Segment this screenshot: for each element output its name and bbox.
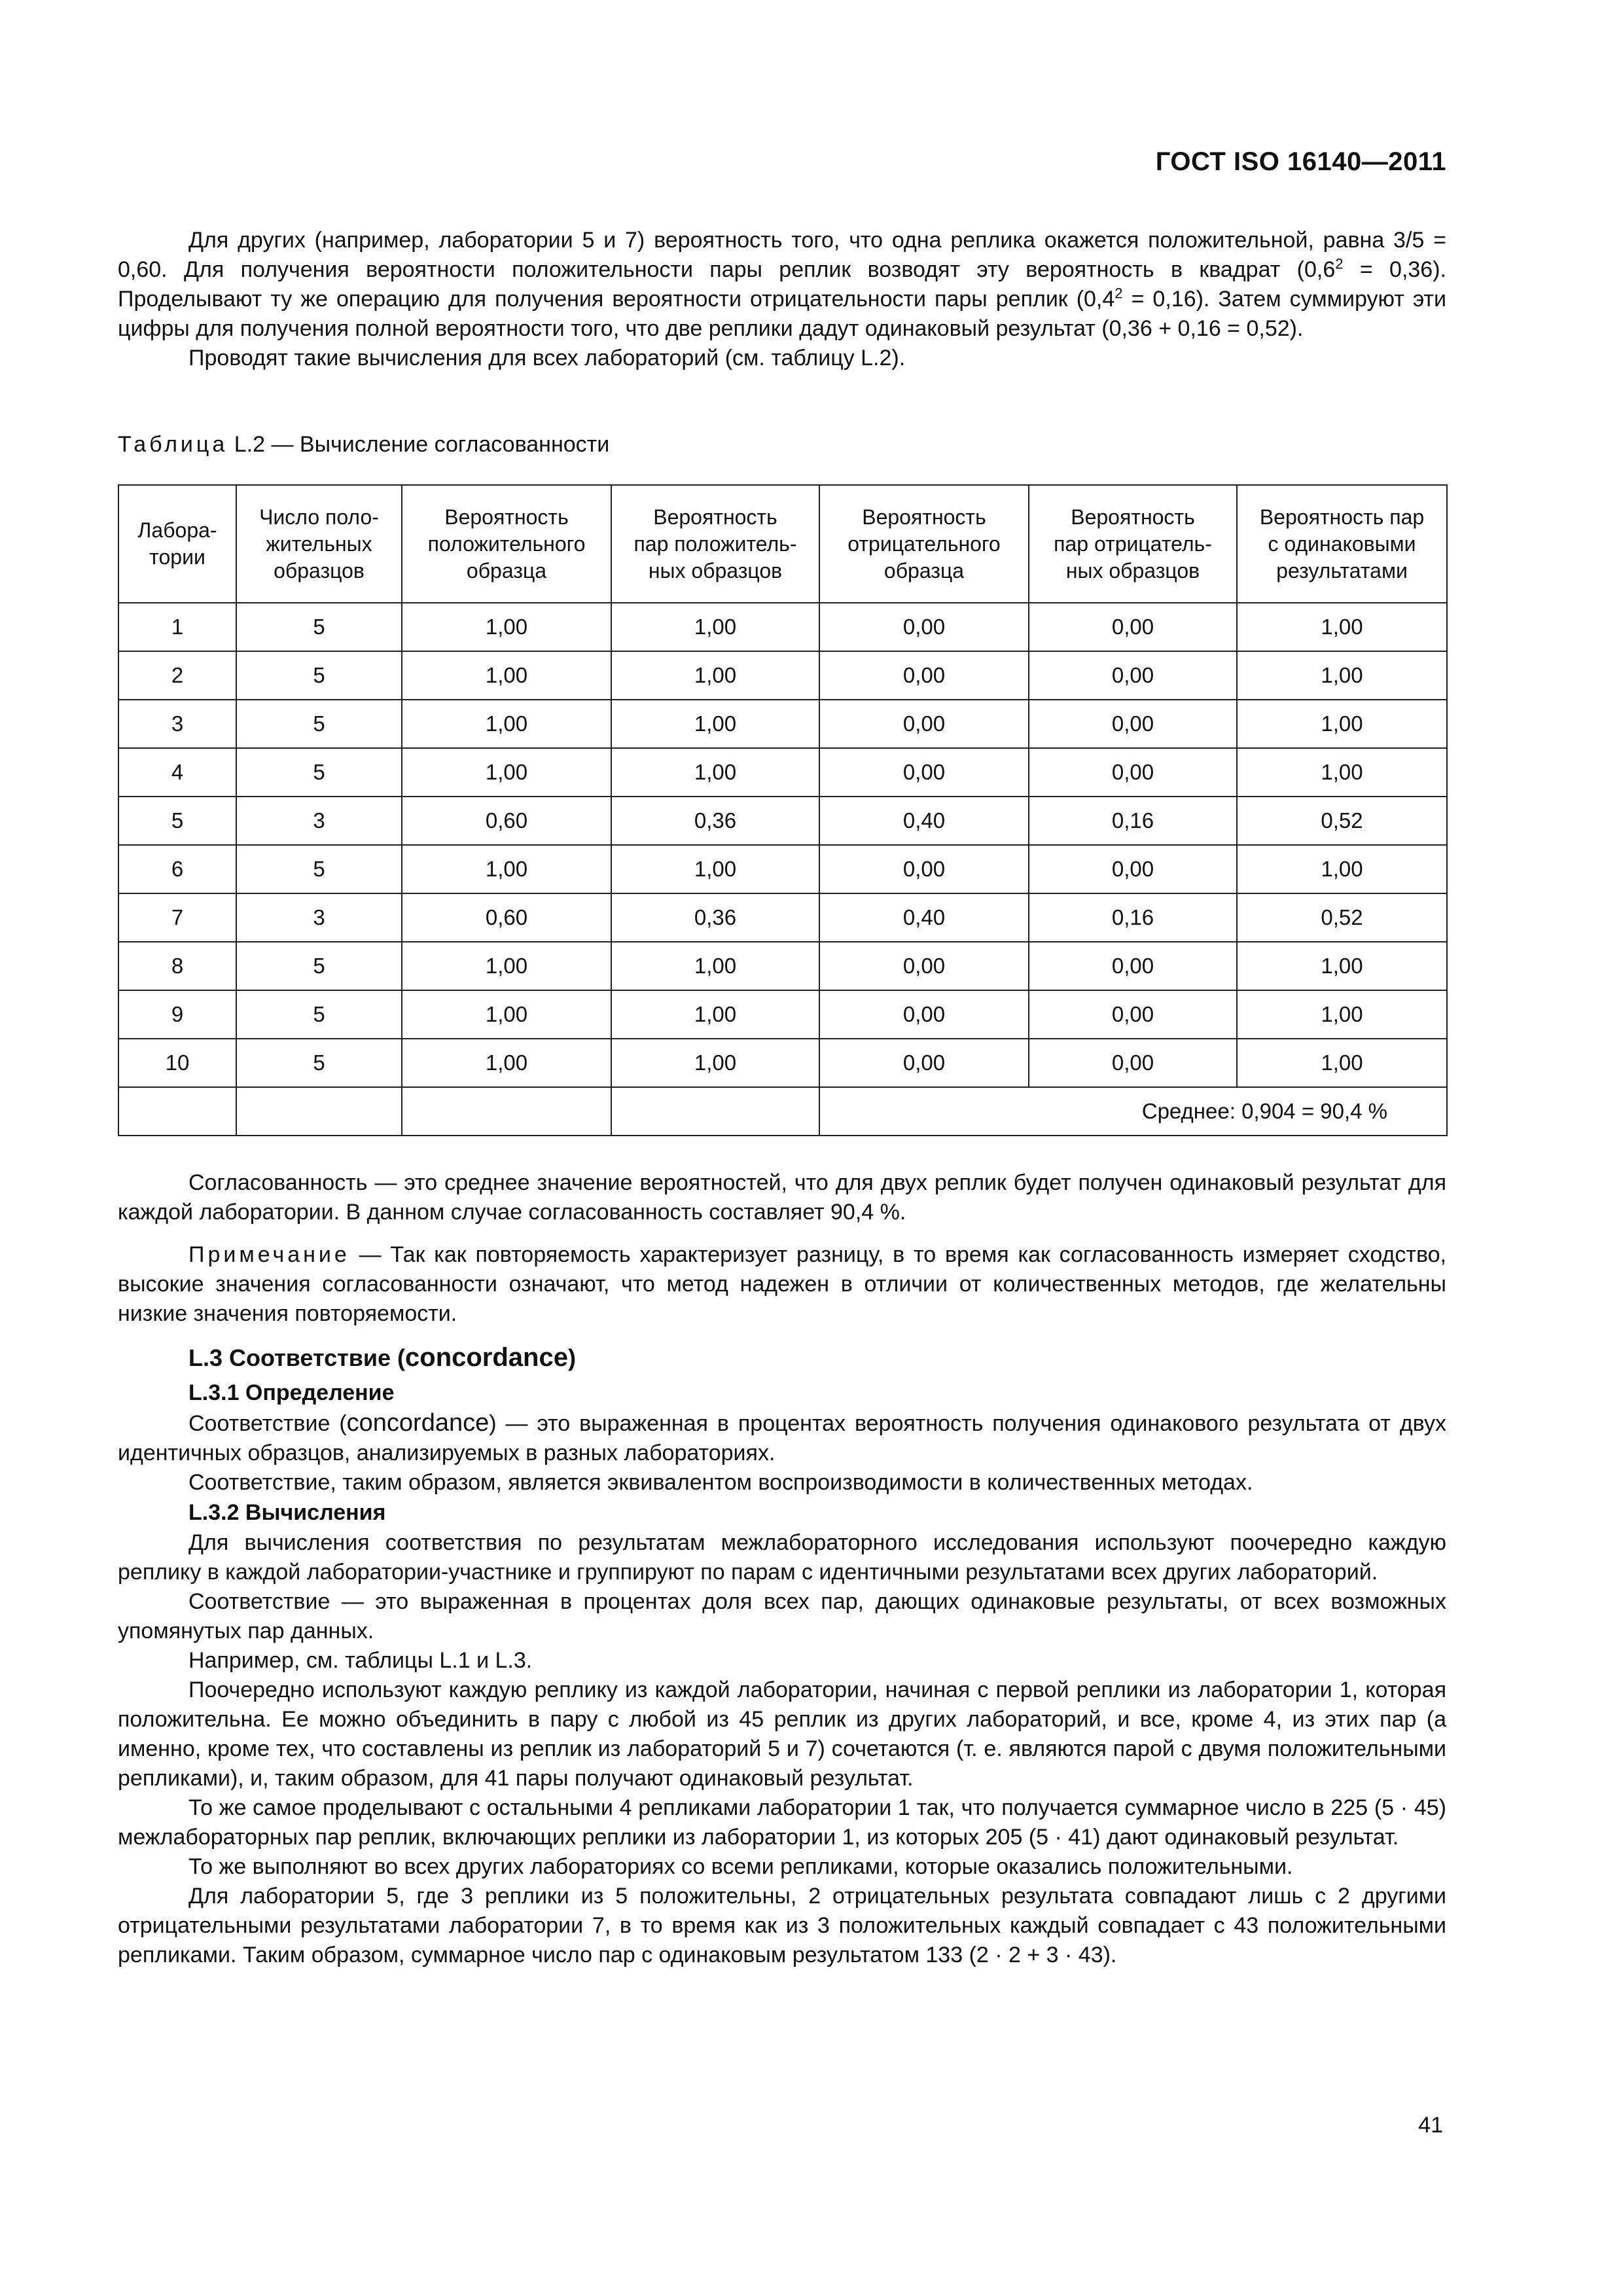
table-cell: 0,00 bbox=[1029, 990, 1237, 1039]
table-header-cell bbox=[236, 485, 402, 603]
table-cell: 3 bbox=[236, 797, 402, 845]
definition-paragraph bbox=[118, 1408, 1446, 1468]
header-line: ных образцов bbox=[648, 558, 783, 583]
paragraph: Например, см. таблицы L.1 и L.3. bbox=[188, 1648, 533, 1673]
table-cell: 0,00 bbox=[1029, 942, 1237, 990]
table-cell: 8 bbox=[118, 942, 236, 990]
table-cell: 1,00 bbox=[402, 700, 611, 748]
intro-paragraph bbox=[118, 226, 1446, 344]
table-cell: 0,00 bbox=[819, 700, 1029, 748]
table-cell: 0,00 bbox=[1029, 651, 1237, 700]
intro-text-part: = 0,36). Проделывают ту же операцию для получения вероятности отрицательности пары реплик (0,4 bbox=[118, 257, 1446, 312]
table-cell: 0,52 bbox=[1237, 797, 1447, 845]
table-cell: 0,00 bbox=[819, 603, 1029, 651]
table-cell: 1,00 bbox=[402, 942, 611, 990]
table-cell-empty bbox=[236, 1087, 402, 1136]
table-header-cell bbox=[118, 485, 236, 603]
table-cell: 5 bbox=[236, 651, 402, 700]
header-line: образца bbox=[466, 558, 547, 583]
text-part: ) — это выраженная в процентах вероятность получения одинакового результата от двух идентичных образцов, анализируемых в разных лабораториях. bbox=[118, 1411, 1446, 1465]
superscript: 2 bbox=[1335, 255, 1344, 272]
table-cell: 4 bbox=[118, 748, 236, 797]
table-cell: 1,00 bbox=[1237, 990, 1447, 1039]
intro-text-part: Для других (например, лаборатории 5 и 7) вероятность того, что одна реплика окажется положительной, равна 3/5 = 0,60. Для получения вероятности положительности пары реплик возводят эту вероятность в квадрат (0,6 bbox=[118, 228, 1446, 282]
header-line: образцов bbox=[274, 558, 365, 583]
paragraph: Для лаборатории 5, где 3 реплики из 5 положительны, 2 отрицательных результата совпадают лишь с 2 другими отрицательными результатами лаборатории 7, в то время как из 3 положительных каждый совпадает с 43 положительными репликами. Таким образом, суммарное число пар с одинаковым результатом 133 (2 · 2 + 3 · 43). bbox=[118, 1884, 1446, 1967]
header-line: результатами bbox=[1276, 558, 1408, 583]
table-cell: 0,36 bbox=[611, 893, 819, 942]
table-header-cell bbox=[402, 485, 611, 603]
table-cell: 0,00 bbox=[819, 1039, 1029, 1087]
header-line: жительных bbox=[266, 531, 372, 556]
paragraph: То же выполняют во всех других лабораториях со всеми репликами, которые оказались положительными. bbox=[188, 1854, 1293, 1879]
heading-part: ) bbox=[567, 1344, 576, 1371]
table-cell: 0,16 bbox=[1029, 893, 1237, 942]
table-header-cell bbox=[611, 485, 819, 603]
table-cell: 0,00 bbox=[1029, 700, 1237, 748]
table-cell: 1,00 bbox=[611, 603, 819, 651]
table-row bbox=[118, 1039, 1447, 1087]
table-cell: 0,52 bbox=[1237, 893, 1447, 942]
table-average-cell: Среднее: 0,904 = 90,4 % bbox=[819, 1087, 1447, 1136]
paragraph: То же самое проделывают с остальными 4 репликами лаборатории 1 так, что получается суммарное число в 225 (5 · 45) межлабораторных пар реплик, включающих реплики из лаборатории 1, из которых 205 (5 · 41) дают одинаковый результат. bbox=[118, 1795, 1446, 1850]
table-cell: 9 bbox=[118, 990, 236, 1039]
table-row bbox=[118, 942, 1447, 990]
intro-paragraph: Проводят такие вычисления для всех лабораторий (см. таблицу L.2). bbox=[188, 346, 906, 370]
table-row bbox=[118, 893, 1447, 942]
paragraph: Соответствие — это выраженная в процентах доля всех пар, дающих одинаковые результаты, от всех возможных упомянутых пар данных. bbox=[118, 1589, 1446, 1643]
table-cell: 1,00 bbox=[611, 700, 819, 748]
section-heading-l3 bbox=[118, 1343, 1446, 1372]
table-cell-empty bbox=[118, 1087, 236, 1136]
table-average-row bbox=[118, 1087, 1447, 1136]
section-heading-l31: L.3.1 Определение bbox=[188, 1380, 395, 1405]
header-line: Вероятность bbox=[444, 505, 569, 529]
heading-part: L.3 Соответствие ( bbox=[188, 1344, 406, 1371]
table-cell: 1,00 bbox=[402, 651, 611, 700]
paragraph: Для вычисления соответствия по результатам межлабораторного исследования используют поочередно каждую реплику в каждой лаборатории-участнике и группируют по парам с идентичными результатами всех других лабораторий. bbox=[118, 1530, 1446, 1585]
table-cell: 3 bbox=[118, 700, 236, 748]
table-cell: 5 bbox=[236, 990, 402, 1039]
table-cell: 1,00 bbox=[402, 1039, 611, 1087]
note-label: Примечание bbox=[188, 1242, 350, 1267]
table-cell: 0,00 bbox=[819, 651, 1029, 700]
table-cell: 1,00 bbox=[1237, 845, 1447, 893]
table-cell: 1,00 bbox=[1237, 651, 1447, 700]
table-cell: 0,60 bbox=[402, 797, 611, 845]
table-cell: 5 bbox=[236, 748, 402, 797]
table-cell: 0,00 bbox=[819, 845, 1029, 893]
table-cell: 1,00 bbox=[1237, 1039, 1447, 1087]
header-line: Вероятность bbox=[862, 505, 986, 529]
table-cell: 1,00 bbox=[402, 748, 611, 797]
table-row bbox=[118, 748, 1447, 797]
document-header: ГОСТ ISO 16140—2011 bbox=[1155, 147, 1446, 176]
table-cell: 5 bbox=[118, 797, 236, 845]
table-cell: 1,00 bbox=[402, 845, 611, 893]
table-cell: 1,00 bbox=[611, 1039, 819, 1087]
table-row bbox=[118, 651, 1447, 700]
table-header-cell bbox=[819, 485, 1029, 603]
table-cell: 3 bbox=[236, 893, 402, 942]
text-part: concordance bbox=[346, 1409, 490, 1437]
table-cell: 1,00 bbox=[1237, 603, 1447, 651]
table-cell: 0,00 bbox=[1029, 603, 1237, 651]
table-cell: 5 bbox=[236, 845, 402, 893]
table-cell: 1,00 bbox=[611, 651, 819, 700]
header-line: Лабора- bbox=[137, 518, 217, 542]
table-header-cell bbox=[1029, 485, 1237, 603]
table-cell: 1,00 bbox=[611, 748, 819, 797]
table-cell: 0,40 bbox=[819, 893, 1029, 942]
paragraph: Согласованность — это среднее значение вероятностей, что для двух реплик будет получен одинаковый результат для каждой лаборатории. В данном случае согласованность составляет 90,4 %. bbox=[118, 1170, 1446, 1225]
header-line: положительного bbox=[427, 531, 586, 556]
superscript: 2 bbox=[1115, 285, 1123, 302]
table-cell: 1,00 bbox=[611, 845, 819, 893]
table-cell: 0,00 bbox=[1029, 1039, 1237, 1087]
table-cell: 0,36 bbox=[611, 797, 819, 845]
table-cell: 1,00 bbox=[402, 990, 611, 1039]
table-cell: 0,60 bbox=[402, 893, 611, 942]
note-text: — Так как повторяемость характеризует разницу, в то время как согласованность измеряет сходство, высокие значения согласованности означают, что метод надежен в отличии от количественных методов, где желательны низкие значения повторяемости. bbox=[118, 1242, 1446, 1326]
table-row bbox=[118, 845, 1447, 893]
table-row bbox=[118, 603, 1447, 651]
header-line: ных образцов bbox=[1065, 558, 1200, 583]
table-cell: 5 bbox=[236, 700, 402, 748]
table-caption-prefix: Таблица bbox=[118, 432, 228, 457]
table-cell: 1,00 bbox=[1237, 700, 1447, 748]
header-line: отрицательного bbox=[847, 531, 1001, 556]
table-header-row bbox=[118, 485, 1447, 603]
table-caption-title: L.2 — Вычисление согласованности bbox=[228, 432, 610, 457]
table-row bbox=[118, 797, 1447, 845]
table-cell: 2 bbox=[118, 651, 236, 700]
table-cell: 1,00 bbox=[402, 603, 611, 651]
text-part: Соответствие ( bbox=[188, 1411, 347, 1436]
header-line: тории bbox=[149, 545, 205, 569]
table-cell: 10 bbox=[118, 1039, 236, 1087]
table-cell: 1,00 bbox=[611, 990, 819, 1039]
concordance-section bbox=[118, 1168, 1446, 1970]
table-cell: 0,40 bbox=[819, 797, 1029, 845]
section-heading-l32: L.3.2 Вычисления bbox=[188, 1500, 386, 1525]
table-cell: 1,00 bbox=[1237, 942, 1447, 990]
table-cell: 0,00 bbox=[819, 942, 1029, 990]
table-cell: 0,16 bbox=[1029, 797, 1237, 845]
table-cell: 0,00 bbox=[819, 748, 1029, 797]
header-line: Вероятность bbox=[653, 505, 777, 529]
header-line: Число поло- bbox=[259, 505, 379, 529]
header-line: пар положитель- bbox=[633, 531, 797, 556]
table-cell: 1,00 bbox=[1237, 748, 1447, 797]
header-line: образца bbox=[883, 558, 965, 583]
intro-section bbox=[118, 226, 1446, 373]
intro-text-part: = 0,16). Затем суммируют эти цифры для получения полной вероятности того, что две реплики дадут одинаковый результат (0,36 + 0,16 = 0,52). bbox=[118, 287, 1446, 341]
table-caption bbox=[118, 432, 609, 457]
table-cell: 5 bbox=[236, 1039, 402, 1087]
paragraph: Поочередно используют каждую реплику из каждой лаборатории, начиная с первой реплики из лаборатории 1, которая положительна. Ее можно объединить в пару с любой из 45 реплик из других лабораторий, и все, кроме 4, из этих пар (а именно, кроме тех, что составлены из реплик из лабораторий 5 и 7) сочетаются (т. е. являются парой с двумя положительными репликами), и, таким образом, для 41 пары получают одинаковый результат. bbox=[118, 1677, 1446, 1791]
table-cell: 5 bbox=[236, 942, 402, 990]
table-cell-empty bbox=[402, 1087, 611, 1136]
heading-part: concordance bbox=[405, 1343, 568, 1372]
table-cell: 1 bbox=[118, 603, 236, 651]
header-line: с одинаковыми bbox=[1268, 531, 1416, 556]
table-row bbox=[118, 700, 1447, 748]
table-cell: 0,00 bbox=[1029, 845, 1237, 893]
table-cell: 5 bbox=[236, 603, 402, 651]
table-cell-empty bbox=[611, 1087, 819, 1136]
header-line: пар отрицатель- bbox=[1054, 531, 1212, 556]
note-paragraph bbox=[118, 1240, 1446, 1329]
consistency-table bbox=[118, 484, 1448, 1136]
table-cell: 0,00 bbox=[1029, 748, 1237, 797]
table-cell: 1,00 bbox=[611, 942, 819, 990]
header-line: Вероятность bbox=[1071, 505, 1195, 529]
table-row bbox=[118, 990, 1447, 1039]
table-cell: 7 bbox=[118, 893, 236, 942]
paragraph: Соответствие, таким образом, является эквивалентом воспроизводимости в количественных методах. bbox=[188, 1470, 1253, 1495]
table-cell: 0,00 bbox=[819, 990, 1029, 1039]
table-cell: 6 bbox=[118, 845, 236, 893]
table-header-cell bbox=[1237, 485, 1447, 603]
page-number: 41 bbox=[1418, 2113, 1443, 2138]
table-body bbox=[118, 603, 1447, 1136]
header-line: Вероятность пар bbox=[1259, 505, 1425, 529]
